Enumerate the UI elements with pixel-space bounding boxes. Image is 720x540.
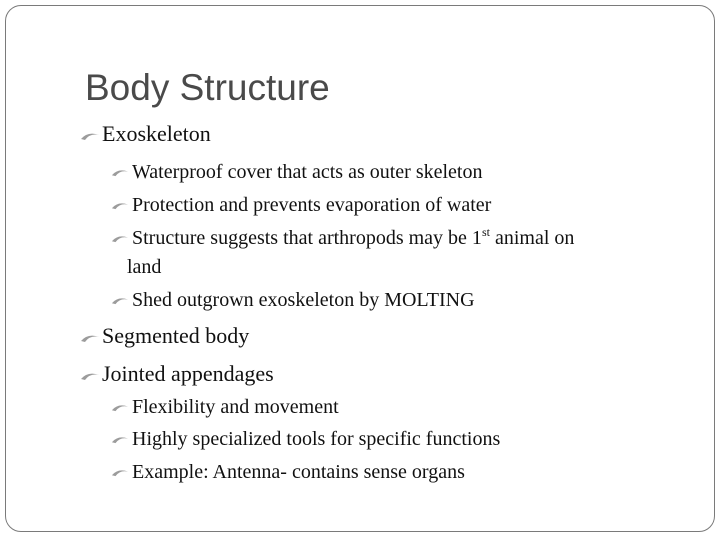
bullet-item <box>111 459 465 485</box>
swoosh-bullet-icon <box>80 331 102 343</box>
swoosh-bullet-icon <box>111 467 132 478</box>
bullet-item <box>111 225 574 251</box>
bullet-item <box>111 159 482 185</box>
bullet-continuation: land <box>127 256 162 278</box>
slide-title: Body Structure <box>85 67 330 108</box>
bullet-item <box>80 360 274 388</box>
bullet-item <box>80 322 249 350</box>
bullet-text: Structure suggests that arthropods may be 1st animal on <box>132 225 575 249</box>
bullet-item <box>111 426 500 452</box>
swoosh-bullet-icon <box>111 402 132 413</box>
bullet-text: Jointed appendages <box>102 361 274 386</box>
bullet-item <box>111 394 339 420</box>
bullet-text: Waterproof cover that acts as outer skeleton <box>132 161 483 183</box>
bullet-text: Highly specialized tools for specific functions <box>132 428 501 450</box>
bullet-text: Exoskeleton <box>102 121 211 146</box>
bullet-text: Protection and prevents evaporation of water <box>132 194 492 216</box>
bullet-item <box>80 120 211 148</box>
swoosh-bullet-icon <box>111 233 132 244</box>
bullet-item <box>111 192 491 218</box>
swoosh-bullet-icon <box>80 369 102 381</box>
swoosh-bullet-icon <box>80 129 102 141</box>
bullet-text: Flexibility and movement <box>132 396 339 418</box>
bullet-text: Example: Antenna- contains sense organs <box>132 461 465 483</box>
swoosh-bullet-icon <box>111 295 132 306</box>
bullet-text: Segmented body <box>102 323 250 348</box>
superscript: st <box>481 225 490 239</box>
swoosh-bullet-icon <box>111 200 132 211</box>
swoosh-bullet-icon <box>111 167 132 178</box>
bullet-item <box>111 287 475 313</box>
bullet-text: Shed outgrown exoskeleton by MOLTING <box>132 289 475 311</box>
slide-frame <box>5 5 715 532</box>
swoosh-bullet-icon <box>111 434 132 445</box>
